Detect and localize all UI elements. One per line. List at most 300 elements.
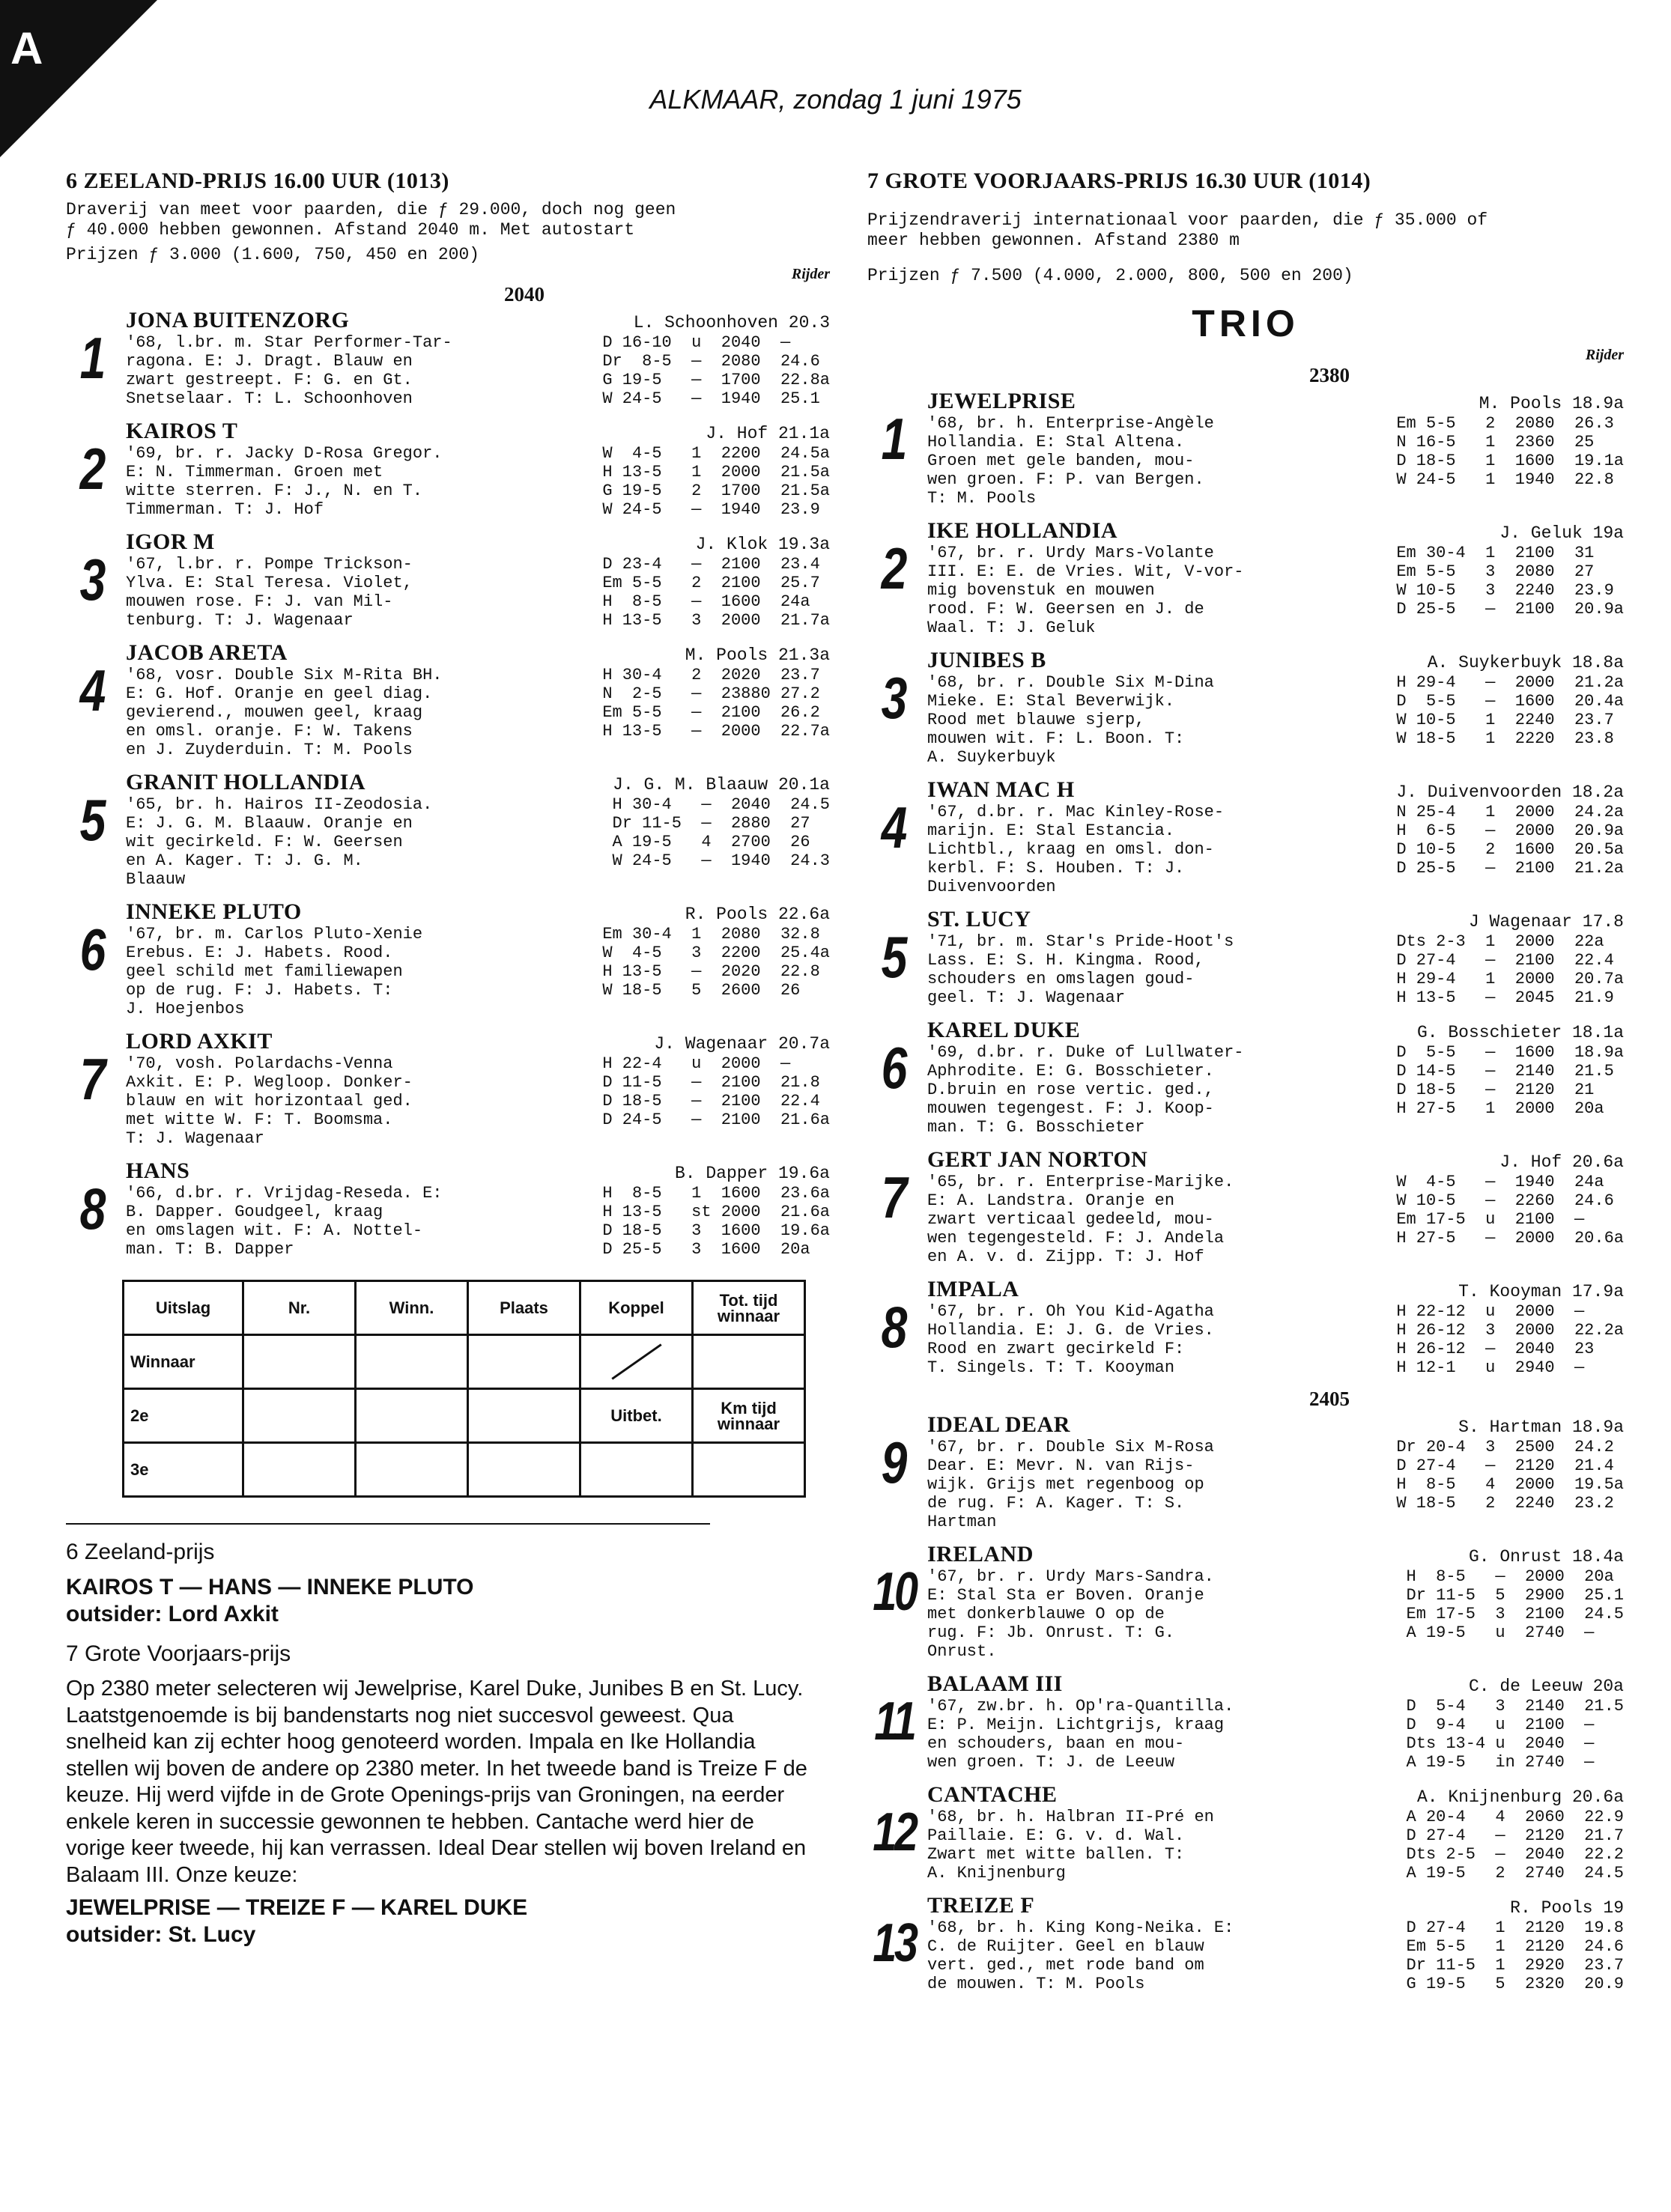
horse-entry — [867, 648, 1624, 767]
table-cell — [356, 1443, 468, 1497]
recent-results — [1396, 1438, 1624, 1531]
result-line: Dts 2-3 1 2000 22a — [1396, 932, 1604, 951]
horse-details-line: de rug. F: A. Kager. T: S. — [927, 1494, 1185, 1513]
recent-results — [1396, 932, 1624, 1007]
start-number: 5 — [79, 787, 106, 853]
result-line: H 8-5 — 2000 20a — [1406, 1567, 1614, 1586]
result-line: D 14-5 — 2140 21.5 — [1396, 1062, 1614, 1081]
driver-record: J. Klok 19.3a — [695, 535, 830, 554]
horse-name: LORD AXKIT — [126, 1029, 273, 1054]
race7-description — [867, 210, 1624, 251]
horse-details-line: Paillaie. E: G. v. d. Wal. — [927, 1826, 1185, 1845]
start-number: 4 — [881, 794, 908, 860]
table-cell — [693, 1335, 805, 1389]
horse-entry — [867, 1782, 1624, 1883]
divider — [66, 1523, 710, 1525]
recent-results — [1396, 1302, 1624, 1377]
result-line: W 24-5 — 1940 23.9 — [602, 500, 820, 519]
tip-race7-pick: JEWELPRISE — TREIZE F — KAREL DUKE — [66, 1895, 528, 1920]
result-line: G 19-5 2 1700 21.5a — [602, 481, 830, 500]
horse-name: IGOR M — [126, 529, 215, 554]
result-line: W 24-5 — 1940 25.1 — [602, 389, 820, 408]
horse-entry — [66, 640, 830, 759]
table-cell — [580, 1443, 693, 1497]
race6-description — [66, 200, 830, 240]
horse-details-line: A. Knijnenburg — [927, 1864, 1066, 1883]
horse-details-line: T: M. Pools — [927, 489, 1037, 508]
result-line: Dts 2-5 — 2040 22.2 — [1406, 1845, 1624, 1864]
horse-details — [927, 1438, 1302, 1531]
race6-desc-line: ƒ 40.000 hebben gewonnen. Afstand 2040 m. Met autostart — [66, 220, 635, 240]
horse-details-line: en J. Zuyderduin. T: M. Pools — [126, 741, 413, 759]
recent-results — [1396, 1173, 1624, 1266]
start-number: 2 — [79, 436, 106, 502]
result-line: D 18-5 1 1600 19.1a — [1396, 452, 1624, 470]
driver-record: M. Pools 21.3a — [685, 645, 830, 665]
horse-details-line: '68, br. h. Halbran II-Pré en — [927, 1808, 1214, 1826]
horse-details-line: '67, br. r. Double Six M-Rosa — [927, 1438, 1214, 1456]
horse-entry — [867, 1671, 1624, 1772]
result-line: H 6-5 — 2000 20.9a — [1396, 821, 1624, 840]
horse-details-line: en A. Kager. T: J. G. M. — [126, 851, 363, 870]
table-cell — [356, 1335, 468, 1389]
horse-details-line: '68, br. h. King Kong-Neika. E: — [927, 1918, 1234, 1937]
recent-results — [1407, 1697, 1624, 1772]
horse-details-line: Lass. E: S. H. Kingma. Rood, — [927, 951, 1204, 970]
race7-prizes: Prijzen ƒ 7.500 (4.000, 2.000, 800, 500 en 200) — [867, 266, 1353, 285]
result-line: Dts 13-4 u 2040 — — [1406, 1734, 1595, 1753]
driver-record: J Wagenaar 17.8 — [1468, 912, 1624, 932]
result-line: Em 5-5 2 2100 25.7 — [602, 574, 820, 592]
result-line: A 19-5 u 2740 — — [1406, 1623, 1595, 1642]
trio-label: TRIO — [1192, 303, 1300, 344]
horse-details-line: J. Hoejenbos — [126, 1000, 245, 1018]
horse-entry — [66, 308, 830, 408]
table-row-label: Winnaar — [124, 1335, 243, 1389]
result-line: W 18-5 1 2220 23.8 — [1396, 729, 1614, 748]
result-line: H 13-5 1 2000 21.5a — [602, 463, 830, 481]
table-cell — [468, 1335, 580, 1389]
horse-details-line: Hollandia. E: Stal Altena. — [927, 433, 1185, 452]
horse-details-line: '66, d.br. r. Vrijdag-Reseda. E: — [126, 1184, 443, 1203]
horse-details — [927, 803, 1302, 896]
result-line: W 24-5 1 1940 22.8 — [1396, 470, 1614, 489]
horse-details-line: T: J. Wagenaar — [126, 1129, 264, 1148]
recent-results — [602, 555, 830, 630]
horse-entry — [867, 1893, 1624, 1993]
horse-details — [927, 1697, 1302, 1772]
horse-details-line: E: J. G. M. Blaauw. Oranje en — [126, 814, 413, 833]
recent-results — [613, 795, 830, 889]
horse-details-line: Hollandia. E: J. G. de Vries. — [927, 1321, 1214, 1340]
table-label-uitbet: Uitbet. — [580, 1389, 693, 1443]
horse-details-line: III. E: E. de Vries. Wit, V-vor- — [927, 562, 1244, 581]
horse-details-line: E: G. Hof. Oranje en geel diag. — [126, 684, 433, 703]
horse-details-line: wen groen. T: J. de Leeuw — [927, 1753, 1175, 1772]
recent-results — [1396, 1043, 1624, 1137]
recent-results — [1407, 1918, 1624, 1993]
horse-entry — [66, 529, 830, 630]
result-line: Em 17-5 u 2100 — — [1396, 1210, 1585, 1229]
horse-name: CANTACHE — [927, 1782, 1058, 1807]
horse-details-line: '67, d.br. r. Mac Kinley-Rose- — [927, 803, 1225, 821]
horse-details-line: wijk. Grijs met regenboog op — [927, 1475, 1204, 1494]
horse-name: BALAAM III — [927, 1671, 1063, 1696]
driver-record: G. Onrust 18.4a — [1468, 1547, 1624, 1567]
result-line: A 19-5 2 2740 24.5 — [1406, 1864, 1624, 1883]
right-column — [867, 168, 1624, 2004]
recent-results — [602, 444, 830, 519]
start-number: 7 — [881, 1164, 908, 1230]
horse-details — [126, 333, 500, 408]
horse-details-line: mouwen wit. F: L. Boon. T: — [927, 729, 1185, 748]
horse-name: GRANIT HOLLANDIA — [126, 770, 366, 794]
result-line: H 13-5 — 2000 22.7a — [602, 722, 830, 741]
table-header-koppel: Koppel — [580, 1281, 693, 1335]
horse-details-line: Groen met gele banden, mou- — [927, 452, 1195, 470]
horse-name: JEWELPRISE — [927, 389, 1076, 413]
race7-distance: 2380 — [1309, 364, 1350, 386]
result-line: Em 5-5 2 2080 26.3 — [1396, 414, 1614, 433]
horse-details-line: '67, br. m. Carlos Pluto-Xenie — [126, 925, 423, 944]
result-line: H 30-4 — 2040 24.5 — [612, 795, 830, 814]
start-number: 8 — [881, 1294, 908, 1360]
driver-record: C. de Leeuw 20a — [1468, 1677, 1624, 1696]
driver-record: J. Duivenvoorden 18.2a — [1396, 783, 1624, 802]
result-line: D 27-4 — 2120 21.7 — [1406, 1826, 1624, 1845]
tip-race7-heading: 7 Grote Voorjaars-prijs — [66, 1641, 291, 1666]
horse-details — [126, 925, 500, 1018]
result-line: W 18-5 2 2240 23.2 — [1396, 1494, 1614, 1513]
horse-entry — [66, 899, 830, 1018]
result-line: D 9-4 u 2100 — — [1406, 1716, 1595, 1734]
table-label-km-tijd: Km tijd winnaar — [693, 1389, 805, 1443]
driver-record: M. Pools 18.9a — [1479, 394, 1624, 413]
horse-name: ST. LUCY — [927, 907, 1031, 932]
driver-record: R. Pools 22.6a — [685, 905, 830, 924]
horse-name: KAIROS T — [126, 419, 238, 443]
start-number: 10 — [873, 1562, 916, 1622]
result-line: D 16-10 u 2040 — — [602, 333, 791, 352]
horse-details-line: wen tegengesteld. F: J. Andela — [927, 1229, 1225, 1248]
result-line: G 19-5 5 2320 20.9 — [1406, 1975, 1624, 1993]
result-line: D 5-5 — 1600 20.4a — [1396, 692, 1624, 711]
horse-details-line: schouders en omslagen goud- — [927, 970, 1195, 988]
recent-results — [602, 1054, 830, 1148]
race7-desc-line: Prijzendraverij internationaal voor paarden, die ƒ 35.000 of — [867, 210, 1488, 230]
result-line: H 26-12 3 2000 22.2a — [1396, 1321, 1624, 1340]
horse-name: GERT JAN NORTON — [927, 1147, 1148, 1172]
result-line: Em 17-5 3 2100 24.5 — [1406, 1605, 1624, 1623]
result-line: H 8-5 4 2000 19.5a — [1396, 1475, 1624, 1494]
start-number: 2 — [881, 535, 908, 601]
driver-record: J. G. M. Blaauw 20.1a — [613, 775, 830, 794]
table-header-uitslag: Uitslag — [124, 1281, 243, 1335]
result-line: H 26-12 — 2040 23 — [1396, 1340, 1595, 1358]
result-line: Em 5-5 3 2080 27 — [1396, 562, 1595, 581]
horse-details-line: man. T: G. Bosschieter — [927, 1118, 1145, 1137]
result-line: D 5-5 — 1600 18.9a — [1396, 1043, 1624, 1062]
horse-details-line: witte sterren. F: J., N. en T. — [126, 481, 423, 500]
horse-details-line: man. T: B. Dapper — [126, 1240, 294, 1259]
result-line: H 8-5 1 1600 23.6a — [602, 1184, 830, 1203]
horse-details-line: en A. v. d. Zijpp. T: J. Hof — [927, 1248, 1204, 1266]
race6-horse-list — [66, 308, 830, 1259]
table-header-tot-tijd: Tot. tijd winnaar — [693, 1281, 805, 1335]
recent-results — [1407, 1808, 1624, 1883]
recent-results — [1396, 803, 1624, 896]
result-line: Dr 11-5 — 2880 27 — [612, 814, 810, 833]
horse-details-line: met witte W. F: T. Boomsma. — [126, 1110, 393, 1129]
result-line: D 18-5 3 1600 19.6a — [602, 1221, 830, 1240]
horse-details-line: op de rug. F: J. Habets. T: — [126, 981, 393, 1000]
result-line: H 27-5 1 2000 20a — [1396, 1099, 1604, 1118]
rijder-label: Rijder — [791, 266, 830, 282]
table-cell — [468, 1389, 580, 1443]
result-line: D 27-4 — 2100 22.4 — [1396, 951, 1614, 970]
horse-details-line: E: N. Timmerman. Groen met — [126, 463, 383, 481]
result-line: W 10-5 3 2240 23.9 — [1396, 581, 1614, 600]
recent-results — [1396, 673, 1624, 767]
horse-details-line: '67, zw.br. h. Op'ra-Quantilla. — [927, 1697, 1234, 1716]
horse-details-line: '67, br. r. Urdy Mars-Sandra. — [927, 1567, 1214, 1586]
result-line: Dr 8-5 — 2080 24.6 — [602, 352, 820, 371]
horse-entry — [867, 1147, 1624, 1266]
horse-details — [927, 1808, 1302, 1883]
table-header-nr: Nr. — [243, 1281, 356, 1335]
tip-race6-outsider: outsider: Lord Axkit — [66, 1602, 279, 1626]
result-line: D 23-4 — 2100 23.4 — [602, 555, 820, 574]
slash-mark — [611, 1343, 661, 1379]
horse-name: JONA BUITENZORG — [126, 308, 350, 332]
section-letter: A — [10, 23, 43, 73]
horse-details — [927, 1302, 1302, 1377]
horse-details-line: Ylva. E: Stal Teresa. Violet, — [126, 574, 413, 592]
result-line: H 13-5 3 2000 21.7a — [602, 611, 830, 630]
page-header: ALKMAAR, zondag 1 juni 1975 — [649, 84, 1022, 115]
horse-details-line: B. Dapper. Goudgeel, kraag — [126, 1203, 383, 1221]
horse-details-line: wit gecirkeld. F: W. Geersen — [126, 833, 403, 851]
horse-entry — [867, 1412, 1624, 1531]
result-line: W 4-5 — 1940 24a — [1396, 1173, 1604, 1191]
horse-details-line: C. de Ruijter. Geel en blauw — [927, 1937, 1204, 1956]
result-line: Em 5-5 1 2120 24.6 — [1406, 1937, 1624, 1956]
horse-details-line: tenburg. T: J. Wagenaar — [126, 611, 354, 630]
race7-title: 7 GROTE VOORJAARS-PRIJS 16.30 UUR (1014) — [867, 168, 1371, 193]
table-row-label: 3e — [124, 1443, 243, 1497]
driver-record: A. Knijnenburg 20.6a — [1416, 1787, 1624, 1807]
horse-details-line: Blaauw — [126, 870, 186, 889]
horse-details-line: D.bruin en rose vertic. ged., — [927, 1081, 1214, 1099]
rijder-label: Rijder — [1585, 347, 1624, 363]
result-line: D 10-5 2 1600 20.5a — [1396, 840, 1624, 859]
start-number: 7 — [79, 1046, 106, 1112]
horse-details — [927, 544, 1302, 637]
horse-entry — [66, 419, 830, 519]
recent-results — [602, 666, 830, 759]
horse-details-line: Timmerman. T: J. Hof — [126, 500, 324, 519]
driver-record: J. Hof 21.1a — [706, 424, 830, 443]
result-line: D 11-5 — 2100 21.8 — [602, 1073, 820, 1092]
horse-details-line: Rood en zwart gecirkeld F: — [927, 1340, 1185, 1358]
table-cell — [243, 1389, 356, 1443]
result-line: D 18-5 — 2100 22.4 — [602, 1092, 820, 1110]
tip-race6-pick: KAIROS T — HANS — INNEKE PLUTO — [66, 1575, 474, 1599]
horse-details-line: blauw en wit horizontaal ged. — [126, 1092, 413, 1110]
race6-desc-line: Draverij van meet voor paarden, die ƒ 29.000, doch nog geen — [66, 200, 676, 219]
horse-details-line: '67, br. r. Urdy Mars-Volante — [927, 544, 1214, 562]
horse-details-line: zwart gestreept. F: G. en Gt. — [126, 371, 413, 389]
horse-details-line: '67, l.br. r. Pompe Trickson- — [126, 555, 413, 574]
start-number: 9 — [881, 1429, 908, 1495]
horse-details-line: '68, l.br. m. Star Performer-Tar- — [126, 333, 452, 352]
race7-distance-second: 2405 — [1309, 1388, 1350, 1410]
horse-entry — [867, 777, 1624, 896]
result-line: A 20-4 4 2060 22.9 — [1406, 1808, 1624, 1826]
horse-details-line: mouwen rose. F: J. van Mil- — [126, 592, 393, 611]
result-line: D 27-4 1 2120 19.8 — [1406, 1918, 1624, 1937]
horse-details-line: Hartman — [927, 1513, 997, 1531]
result-line: N 2-5 — 23880 27.2 — [602, 684, 820, 703]
start-number: 3 — [881, 665, 908, 731]
tip-race7-outsider: outsider: St. Lucy — [66, 1922, 256, 1947]
horse-details-line: '70, vosh. Polardachs-Venna — [126, 1054, 393, 1073]
tip-race7 — [66, 1641, 830, 1948]
result-line: W 24-5 — 1940 24.3 — [612, 851, 830, 870]
result-line: D 27-4 — 2120 21.4 — [1396, 1456, 1614, 1475]
table-row-label: 2e — [124, 1389, 243, 1443]
race6-distance: 2040 — [504, 283, 545, 306]
result-line: Em 5-5 — 2100 26.2 — [602, 703, 820, 722]
horse-entry — [66, 1158, 830, 1259]
result-line: N 25-4 1 2000 24.2a — [1396, 803, 1624, 821]
start-number: 8 — [79, 1176, 106, 1242]
driver-record: J. Geluk 19a — [1499, 523, 1624, 543]
horse-details — [126, 444, 500, 519]
horse-entry — [66, 770, 830, 889]
race6-prizes: Prijzen ƒ 3.000 (1.600, 750, 450 en 200) — [66, 245, 480, 264]
horse-details-line: Onrust. — [927, 1642, 997, 1661]
result-line: W 4-5 3 2200 25.4a — [602, 944, 830, 962]
horse-details-line: marijn. E: Stal Estancia. — [927, 821, 1175, 840]
horse-details-line: mouwen tegengest. F: J. Koop- — [927, 1099, 1214, 1118]
start-number: 1 — [79, 325, 106, 391]
horse-details-line: '68, br. r. Double Six M-Dina — [927, 673, 1214, 692]
horse-details-line: '65, br. r. Enterprise-Marijke. — [927, 1173, 1234, 1191]
result-line: D 18-5 — 2120 21 — [1396, 1081, 1595, 1099]
horse-entry — [867, 389, 1624, 508]
recent-results — [1396, 544, 1624, 637]
horse-name: KAREL DUKE — [927, 1018, 1081, 1042]
result-line: D 5-4 3 2140 21.5 — [1406, 1697, 1624, 1716]
recent-results — [1407, 1567, 1624, 1661]
tip-race6-heading: 6 Zeeland-prijs — [66, 1540, 215, 1564]
tip-race6 — [66, 1540, 830, 1628]
horse-entry — [66, 1029, 830, 1148]
horse-entry — [867, 907, 1624, 1007]
start-number: 1 — [881, 406, 908, 472]
table-header-plaats: Plaats — [468, 1281, 580, 1335]
horse-entry — [867, 1018, 1624, 1137]
horse-name: INNEKE PLUTO — [126, 899, 302, 924]
driver-record: T. Kooyman 17.9a — [1458, 1282, 1624, 1301]
result-line: D 25-5 — 2100 20.9a — [1396, 600, 1624, 619]
horse-details-line: Mieke. E: Stal Beverwijk. — [927, 692, 1175, 711]
horse-name: TREIZE F — [927, 1893, 1035, 1918]
horse-entry — [867, 518, 1624, 637]
horse-details-line: Duivenvoorden — [927, 878, 1056, 896]
start-number: 4 — [79, 657, 106, 723]
horse-details-line: en omsl. oranje. F: W. Takens — [126, 722, 413, 741]
horse-details-line: rug. F: Jb. Onrust. T: G. — [927, 1623, 1175, 1642]
result-line: D 25-5 3 1600 20a — [602, 1240, 810, 1259]
race7-horse-list — [867, 389, 1624, 1993]
recent-results — [1396, 414, 1624, 508]
horse-details-line: '68, vosr. Double Six M-Rita BH. — [126, 666, 443, 684]
result-line: Dr 11-5 1 2920 23.7 — [1406, 1956, 1624, 1975]
driver-record: B. Dapper 19.6a — [674, 1164, 830, 1183]
result-line: Dr 20-4 3 2500 24.2 — [1396, 1438, 1614, 1456]
result-line: H 22-12 u 2000 — — [1396, 1302, 1585, 1321]
horse-details-line: rood. F: W. Geersen en J. de — [927, 600, 1204, 619]
horse-details-line: kerbl. F: S. Houben. T: J. — [927, 859, 1185, 878]
horse-details-line: E: Stal Sta er Boven. Oranje — [927, 1586, 1204, 1605]
horse-details-line: E: A. Landstra. Oranje en — [927, 1191, 1175, 1210]
result-line: Dr 11-5 5 2900 25.1 — [1406, 1586, 1624, 1605]
table-cell — [693, 1443, 805, 1497]
horse-name: JACOB ARETA — [126, 640, 288, 665]
result-line: H 13-5 — 2045 21.9 — [1396, 988, 1614, 1007]
horse-details-line: ragona. E: J. Dragt. Blauw en — [126, 352, 413, 371]
horse-details-line: Dear. E: Mevr. N. van Rijs- — [927, 1456, 1195, 1475]
result-line: H 30-4 2 2020 23.7 — [602, 666, 820, 684]
result-line: H 13-5 st 2000 21.6a — [602, 1203, 830, 1221]
recent-results — [602, 1184, 830, 1259]
recent-results — [602, 925, 830, 1018]
result-line: N 16-5 1 2360 25 — [1396, 433, 1595, 452]
start-number: 12 — [873, 1802, 916, 1862]
result-line: D 24-5 — 2100 21.6a — [602, 1110, 830, 1129]
table-cell — [356, 1389, 468, 1443]
result-line: Em 30-4 1 2080 32.8 — [602, 925, 820, 944]
tip-race7-text: Op 2380 meter selecteren wij Jewelprise, Karel Duke, Junibes B en St. Lucy. Laatstgenoemde is bij bandenstarts nog niet succesvol geweest. Qua snelheid kan zij echter hoog genoteerd worden. Impala en Ike Hollandia stellen wij boven de andere op 2380 meter. In het tweede band is Treize F de keuze. Hij werd vijfde in de Grote Openings-prijs van Groningen, na eerder enkele keren in successie gewonnen te hebben. Cantache werd hier de vorige keer tweede, hij kan verrassen. Ideal Dear stellen wij boven Ireland en Balaam III. Onze keuze: — [66, 1677, 807, 1887]
horse-details — [126, 1184, 500, 1259]
driver-record: S. Hartman 18.9a — [1458, 1418, 1624, 1437]
horse-details — [126, 1054, 500, 1148]
horse-details-line: geel schild met familiewapen — [126, 962, 403, 981]
horse-details-line: en omslagen wit. F: A. Nottel- — [126, 1221, 423, 1240]
horse-details-line: Axkit. E: P. Wegloop. Donker- — [126, 1073, 413, 1092]
horse-details-line: '69, d.br. r. Duke of Lullwater- — [927, 1043, 1244, 1062]
horse-details-line: geel. T: J. Wagenaar — [927, 988, 1126, 1007]
horse-details — [927, 1567, 1302, 1661]
result-line: H 29-4 1 2000 20.7a — [1396, 970, 1624, 988]
start-number: 11 — [874, 1692, 915, 1751]
horse-details-line: zwart verticaal gedeeld, mou- — [927, 1210, 1214, 1229]
table-cell — [243, 1443, 356, 1497]
start-number: 3 — [79, 547, 106, 613]
horse-name: HANS — [126, 1158, 190, 1183]
horse-entry — [867, 1277, 1624, 1377]
driver-record: L. Schoonhoven 20.3 — [633, 313, 830, 332]
horse-details-line: Zwart met witte ballen. T: — [927, 1845, 1185, 1864]
left-column — [66, 168, 830, 1962]
result-line: Em 30-4 1 2100 31 — [1396, 544, 1595, 562]
horse-details — [927, 673, 1302, 767]
horse-details-line: Erebus. E: J. Habets. Rood. — [126, 944, 393, 962]
result-line: A 19-5 4 2700 26 — [612, 833, 810, 851]
driver-record: G. Bosschieter 18.1a — [1416, 1023, 1624, 1042]
